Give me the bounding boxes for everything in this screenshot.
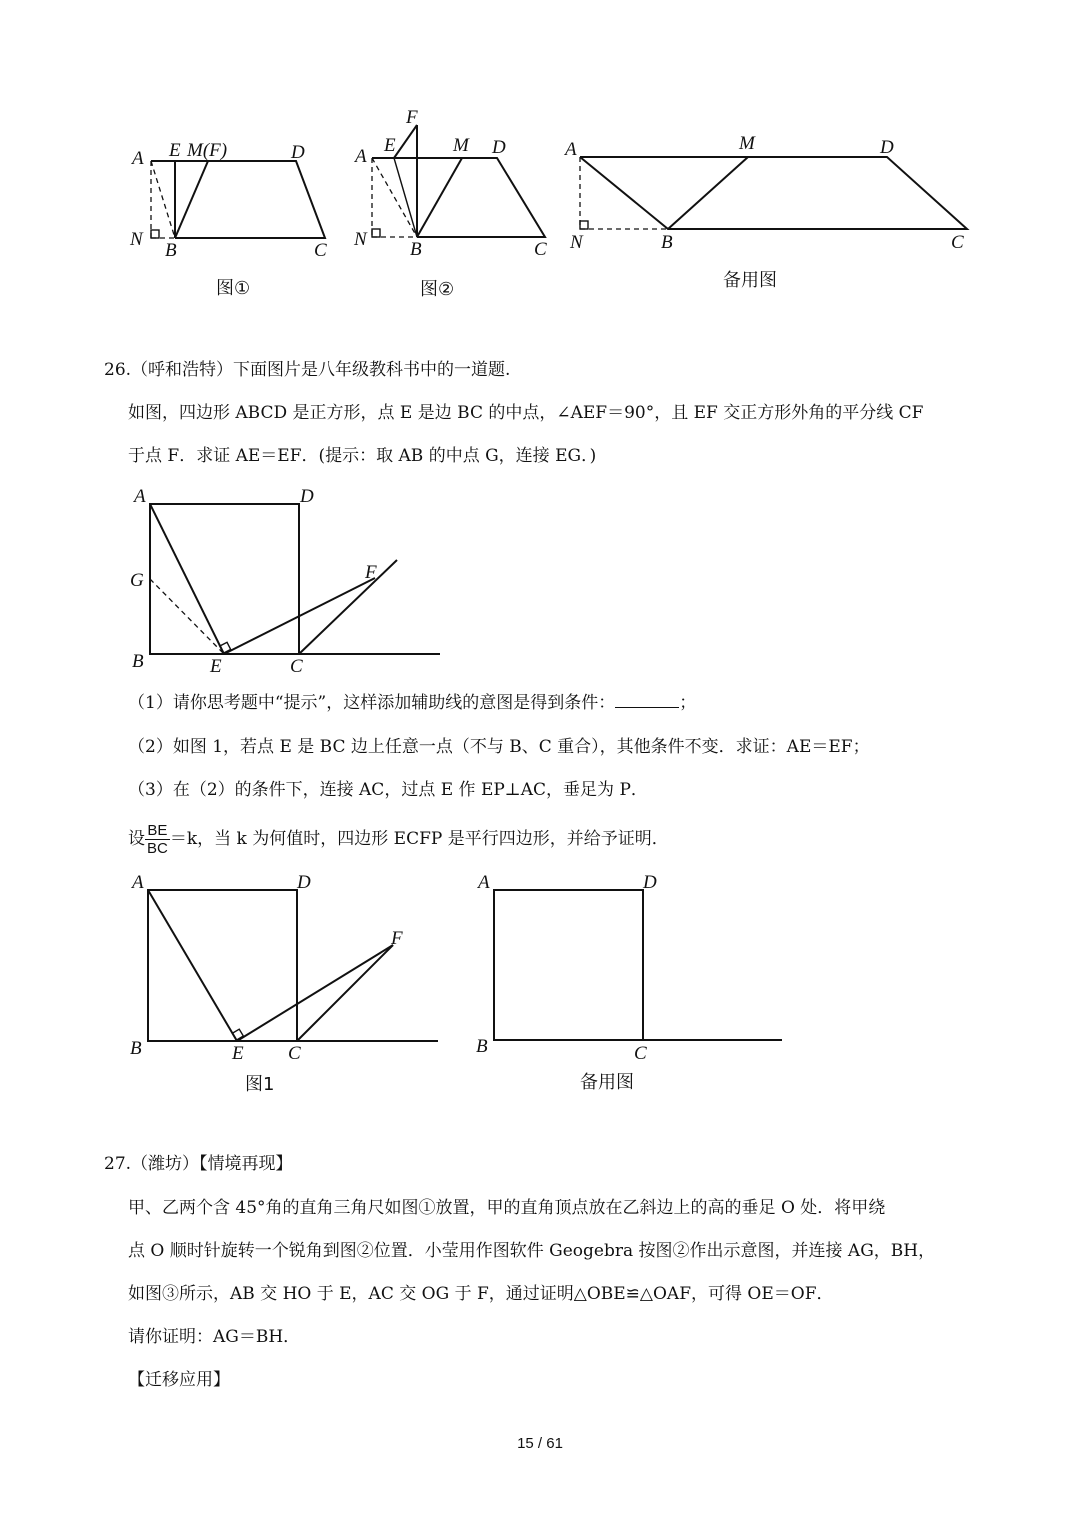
figure-spare-top bbox=[560, 130, 980, 300]
label-a: A bbox=[134, 486, 146, 507]
label-c: C bbox=[290, 656, 303, 677]
label-c: C bbox=[288, 1043, 301, 1064]
q26-source: （呼和浩特）下面图片是八年级教科书中的一道题. bbox=[131, 360, 511, 380]
label-f: F bbox=[365, 562, 377, 583]
fraction-denominator: BC bbox=[147, 840, 168, 857]
label-e: E bbox=[210, 656, 222, 677]
q26-main-figure bbox=[125, 480, 455, 680]
label-b: B bbox=[476, 1036, 488, 1057]
label-d: D bbox=[300, 486, 314, 507]
label-a: A bbox=[355, 146, 367, 167]
label-n: N bbox=[130, 229, 143, 250]
q27-line3: 如图③所示，AB 交 HO 于 E，AC 交 OG 于 F，通过证明△OBE≌△OAF，可得 OE＝OF． bbox=[128, 1284, 834, 1304]
q26-number: 26. bbox=[104, 360, 132, 380]
label-n: N bbox=[570, 232, 583, 253]
label-c: C bbox=[951, 232, 964, 253]
figure-2-caption: 图② bbox=[420, 279, 455, 300]
q26-part3: （3）在（2）的条件下，连接 AC，过点 E 作 EP⊥AC，垂足为 P． bbox=[128, 780, 648, 800]
figure-1-caption: 图① bbox=[216, 278, 251, 299]
q26-part2: （2）如图 1，若点 E 是 BC 边上任意一点（不与 B、C 重合），其他条件不变．求证：AE＝EF； bbox=[128, 737, 870, 757]
label-b: B bbox=[132, 651, 144, 672]
q26-part1-end: ； bbox=[679, 693, 697, 713]
label-b: B bbox=[130, 1038, 142, 1059]
label-c: C bbox=[534, 239, 547, 260]
q26-part1-text: （1）请你思考题中“提示”，这样添加辅助线的意图是得到条件： bbox=[128, 693, 616, 713]
label-d: D bbox=[492, 137, 506, 158]
label-b: B bbox=[165, 240, 177, 261]
label-d: D bbox=[297, 872, 311, 893]
label-a: A bbox=[132, 872, 144, 893]
page-number: 15 / 61 bbox=[517, 1435, 563, 1452]
label-a: A bbox=[132, 148, 144, 169]
q26-figure-spare bbox=[470, 868, 790, 1098]
label-f: F bbox=[391, 928, 403, 949]
q27-heading: （潍坊）【情境再现】 bbox=[131, 1154, 293, 1174]
q27-number: 27. bbox=[104, 1154, 132, 1174]
q27-line1: 甲、乙两个含 45°角的直角三角尺如图①放置，甲的直角顶点放在乙斜边上的高的垂足 O 处．将甲绕 bbox=[128, 1198, 886, 1218]
q26-part3b-suffix: ＝k，当 k 为何值时，四边形 ECFP 是平行四边形，并给予证明． bbox=[169, 829, 669, 849]
label-a: A bbox=[565, 139, 577, 160]
q26-title bbox=[104, 358, 510, 382]
label-g: G bbox=[130, 570, 144, 591]
label-f: F bbox=[406, 107, 418, 128]
label-b: B bbox=[410, 239, 422, 260]
label-b: B bbox=[661, 232, 673, 253]
label-a: A bbox=[478, 872, 490, 893]
label-d: D bbox=[291, 142, 305, 163]
fraction-numerator: BE bbox=[145, 822, 170, 840]
q27-line4: 请你证明：AG＝BH． bbox=[128, 1327, 301, 1347]
label-mf: M(F) bbox=[187, 140, 228, 161]
answer-blank[interactable] bbox=[615, 691, 679, 708]
q26-figure-1 bbox=[125, 868, 455, 1098]
label-m: M bbox=[739, 133, 755, 154]
q26-part1 bbox=[128, 691, 696, 715]
figure-spare-caption: 备用图 bbox=[723, 270, 777, 291]
q26-part3b-prefix: 设 bbox=[128, 829, 145, 849]
label-e: E bbox=[232, 1043, 244, 1064]
q26-part3b bbox=[128, 820, 669, 858]
q26-figure-1-caption: 图1 bbox=[245, 1074, 275, 1095]
label-d: D bbox=[880, 137, 894, 158]
label-e: E bbox=[384, 135, 396, 156]
label-n: N bbox=[354, 229, 367, 250]
q26-line1: 如图，四边形 ABCD 是正方形，点 E 是边 BC 的中点，∠AEF＝90°，且 EF 交正方形外角的平分线 CF bbox=[128, 403, 924, 423]
fraction-be-bc bbox=[145, 822, 170, 857]
label-c: C bbox=[314, 240, 327, 261]
figure-2 bbox=[350, 105, 560, 300]
q27-heading2: 【迁移应用】 bbox=[128, 1370, 230, 1390]
q26-line2: 于点 F．求证 AE＝EF．(提示：取 AB 的中点 G，连接 EG．) bbox=[128, 446, 597, 466]
q27-line2: 点 O 顺时针旋转一个锐角到图②位置．小莹用作图软件 Geogebra 按图②作出示意图，并连接 AG，BH， bbox=[128, 1241, 936, 1261]
label-d: D bbox=[643, 872, 657, 893]
label-m: M bbox=[453, 135, 469, 156]
q26-figure-spare-caption: 备用图 bbox=[580, 1072, 634, 1093]
label-c: C bbox=[634, 1043, 647, 1064]
figure-1 bbox=[120, 130, 340, 300]
label-e: E bbox=[169, 140, 181, 161]
q27-title bbox=[104, 1152, 293, 1176]
